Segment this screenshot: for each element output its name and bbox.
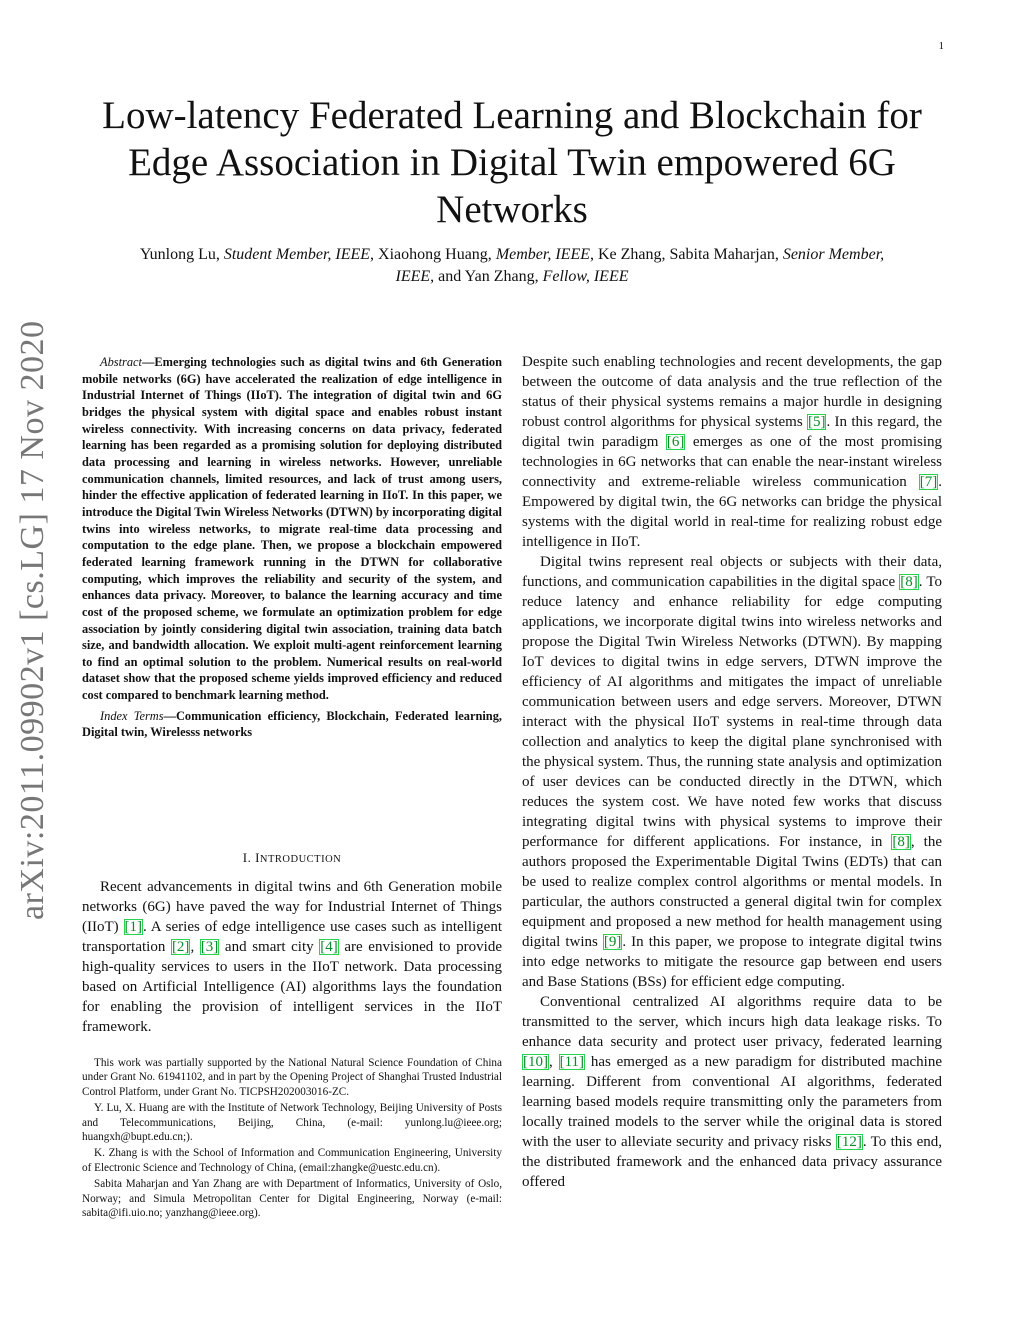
body-text: . In this paper, we propose to integrate digital twins into edge networks to mitigate the resource gap between end users and Base Stations (BSs) for efficient edge computing. — [522, 934, 942, 990]
author-text: Yunlong Lu, — [139, 246, 224, 263]
body-text: . Empowered by digital twin, the 6G networks can bridge the physical systems with the digital world in real-time for realizing robust edge intelligence in IIoT. — [522, 474, 942, 550]
index-terms-text: —Communication efficiency, Blockchain, Federated learning, Digital twin, Wirelesss networks — [82, 708, 502, 740]
author-role: Student Member, IEEE — [223, 246, 371, 263]
body-text: are envisioned to provide high-quality services to users in the IIoT network. Data processing based on Artificial Intelligence (AI) algorithms lays the foundation for enabling the provision of intelligent services in the IIoT framework. — [82, 939, 502, 1035]
footnote-affiliation-2: K. Zhang is with the School of Information and Communication Engineering, University of Electronic Science and Technology of China, (email:zhangke@uestc.edu.cn). — [82, 1147, 502, 1174]
citation-link[interactable]: [10] — [523, 1054, 548, 1070]
index-terms-paragraph — [82, 708, 502, 741]
author-role: Member, IEEE — [495, 246, 590, 263]
body-text: , the authors proposed the Experimentable Digital Twins (EDTs) that can be used to realize complex control algorithms or mental models. In particular, the authors constructed a general digital twin for complex equipment and proposed a new method for health management using digital twins — [522, 834, 942, 950]
citation-link[interactable]: [4] — [320, 939, 338, 955]
right-column — [522, 352, 942, 1192]
footnote-funding: This work was partially supported by the National Natural Science Foundation of China under Grant No. 61941102, and in part by the Opening Project of Shanghai Trusted Industrial Control Platform, under Grant No. TICPSH202003016-ZC. — [82, 1057, 502, 1098]
body-text: Recent advancements in digital twins and 6th Generation mobile networks (6G) have paved the way for Industrial Internet of Things (IIoT) — [82, 879, 502, 935]
body-text: Despite such enabling technologies and recent developments, the gap between the outcome of data analysis and the true reflection of the status of their physical systems remains a major hurdle in designing robust control algorithms for physical systems — [522, 354, 942, 430]
intro-left-column — [82, 877, 502, 1037]
citation-link[interactable]: [8] — [900, 574, 918, 590]
citation-link[interactable]: [8] — [892, 834, 910, 850]
body-text: . To reduce latency and enhance reliability for edge computing applications, we incorporate digital twins into wireless networks and propose the Digital Twin Wireless Networks (DTWN). By mapping IoT devices to digital twins in edge servers, DTWN improve the efficiency of AI algorithms and mitigates the impact of unreliable communication between users and edge servers. Moreover, DTWN interact with the physical IIoT systems in real-time through data collection and analytics to keep the digital plane synchronised with the physical system. Thus, the running state analysis and optimization of user devices can be conducted directly in the DTWN, which reduces the system cost. We have noted few works that discuss integrating digital twins with physical systems to improve their performance for different applications. For instance, in — [522, 574, 942, 850]
body-text: , — [190, 939, 200, 955]
body-text: , — [549, 1054, 559, 1070]
author-role: Senior Member, IEEE — [395, 246, 885, 285]
body-text: has emerged as a new paradigm for distributed machine learning. Different from conventional AI algorithms, federated learning based models require transmitting only the parameters from locally trained models to the server while the original data is stored with the user to alleviate security and privacy risks — [522, 1054, 943, 1150]
body-text: emerges as one of the most promising technologies in 6G networks that can enable the near-instant wireless connectivity and extreme-reliable wireless communication — [522, 434, 943, 490]
right-paragraph-2 — [522, 552, 942, 992]
intro-paragraph-1 — [82, 877, 502, 1037]
author-text: , Xiaohong Huang, — [370, 246, 496, 263]
paper-title: Low-latency Federated Learning and Blockchain for Edge Association in Digital Twin empowered 6G Networks — [102, 94, 922, 231]
index-terms-label: Index Terms — [100, 708, 164, 723]
page-number: 1 — [938, 40, 944, 52]
citation-link[interactable]: [6] — [666, 434, 685, 450]
right-paragraph-3 — [522, 992, 942, 1192]
footnote-affiliation-3: Sabita Maharjan and Yan Zhang are with Department of Informatics, University of Oslo, Norway; and Simula Metropolitan Center for Digital Engineering, Norway (e-mail: sabita@ifi.uio.no; yanzhang@ieee.org). — [82, 1178, 502, 1220]
section-rest: NTRODUCTION — [259, 854, 342, 865]
body-text: . To this end, the distributed framework and the enhanced data privacy assurance offered — [522, 1134, 942, 1190]
abstract-paragraph — [82, 354, 502, 704]
citation-link[interactable]: [2] — [171, 939, 190, 955]
body-text: Digital twins represent real objects or subjects with their data, functions, and communication capabilities in the digital space — [522, 554, 942, 590]
abstract-block — [82, 354, 502, 741]
citation-link[interactable]: [9] — [603, 934, 622, 950]
body-text: and smart city — [219, 939, 320, 955]
citation-link[interactable]: [5] — [807, 414, 826, 430]
author-list — [130, 244, 894, 288]
citation-link[interactable]: [12] — [836, 1134, 862, 1150]
footnotes-block — [82, 1056, 502, 1222]
author-role: Fellow, IEEE — [542, 268, 629, 285]
abstract-text: —Emerging technologies such as digital twins and 6th Generation mobile networks (6G) have accelerated the realization of edge intelligence in Industrial Internet of Things (IIoT). The integration of digital twin and 6G bridges the physical system with digital space and enables robust instant wireless connectivity. With increasing concerns on data privacy, federated learning has been regarded as a promising solution for deploying distributed data processing and learning in wireless networks. However, unreliable communication channels, limited resources, and lack of trust among users, hinder the effective application of federated learning in IIoT. In this paper, we introduce the Digital Twin Wireless Networks (DTWN) by incorporating digital twins into wireless networks, to migrate real-time data processing and computation to the edge plane. Then, we propose a blockchain empowered federated learning framework running in the DTWN for collaborative computing, which improves the reliability and security of the system, and enhances data privacy. Moreover, to balance the learning accuracy and time cost of the proposed scheme, we formulate an optimization problem for edge association by jointly considering digital twin association, training data batch size, and bandwidth allocation. We exploit multi-agent reinforcement learning to find an optimal solution to the problem. Numerical results on real-world dataset show that the proposed scheme yields improved efficiency and reduced cost compared to benchmark learning method. — [82, 355, 502, 703]
author-text: , Ke Zhang, Sabita Maharjan, — [590, 246, 783, 263]
body-text: . A series of edge intelligence use cases such as intelligent transportation — [82, 919, 502, 955]
body-text: Conventional centralized AI algorithms require data to be transmitted to the server, which incurs high data leakage risks. To enhance data security and protect user privacy, federated learning — [522, 994, 942, 1050]
citation-link[interactable]: [11] — [559, 1054, 585, 1070]
right-paragraph-1 — [522, 352, 942, 552]
citation-link[interactable]: [7] — [919, 474, 938, 490]
arxiv-identifier: arXiv:2011.09902v1 [cs.LG] 17 Nov 2020 — [14, 320, 51, 920]
citation-link[interactable]: [3] — [200, 939, 219, 955]
footnote-affiliation-1: Y. Lu, X. Huang are with the Institute of Network Technology, Beijing University of Posts and Telecommunications, Beijing, China, (e-mail: yunlong.lu@ieee.org; huangxh@bupt.edu.cn;). — [82, 1102, 502, 1144]
author-text: , and Yan Zhang, — [430, 268, 543, 285]
citation-link[interactable]: [1] — [124, 919, 143, 935]
section-numeral: I. — [242, 850, 256, 865]
abstract-label: Abstract — [100, 355, 142, 369]
section-heading-introduction — [82, 850, 502, 866]
section-cap: I — [255, 850, 260, 865]
body-text: . In this regard, the digital twin paradigm — [522, 414, 942, 450]
